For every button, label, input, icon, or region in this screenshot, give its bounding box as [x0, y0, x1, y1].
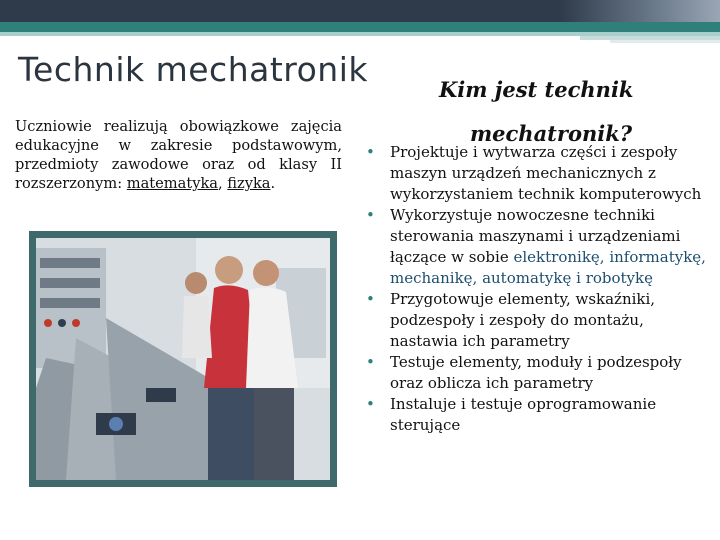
subtitle-line-2: mechatronik?	[469, 121, 633, 146]
header-band-teal	[0, 22, 720, 32]
subject-physics: fizyka	[227, 175, 271, 192]
list-item-highlight: elektronikę, informatykę, mechanikę, automatykę i robotykę	[390, 248, 706, 287]
slide-title: Technik mechatronik	[18, 50, 368, 89]
intro-end: .	[270, 175, 276, 192]
subtitle-line-1: Kim jest technik	[439, 77, 634, 102]
list-item-text: Testuje elementy, moduły i podzespoły oraz oblicza ich parametry	[390, 353, 682, 392]
list-item	[366, 394, 716, 436]
list-item-text: Wykorzystuje nowoczesne techniki sterowania maszynami i urządzeniami łączące w sobie	[390, 206, 681, 266]
list-item	[366, 289, 716, 352]
intro-text: Uczniowie realizują obowiązkowe zajęcia edukacyjne w zakresie podstawowym, przedmioty zawodowe oraz od klasy II rozszerzonym:	[15, 118, 342, 192]
duties-list	[366, 142, 716, 436]
list-item-text: Projektuje i wytwarza części i zespoły maszyn urządzeń mechanicznych z wykorzystaniem technik komputerowych	[390, 143, 702, 203]
intro-paragraph	[15, 117, 342, 193]
subject-separator: ,	[218, 175, 228, 192]
list-item	[366, 142, 716, 205]
list-item	[366, 205, 716, 289]
lab-photo-illustration	[36, 238, 330, 480]
list-item-text: Instaluje i testuje oprogramowanie sterujące	[390, 395, 657, 434]
header-band-tail-light	[610, 40, 720, 43]
subject-mathematics: matematyka	[126, 175, 218, 192]
header-band-gradient	[560, 0, 720, 22]
photo-frame	[29, 231, 337, 487]
students-lab-photo	[36, 238, 330, 480]
list-item-text: Przygotowuje elementy, wskaźniki, podzespoły i zespoły do montażu, nastawia ich parametry	[390, 290, 656, 350]
list-item	[366, 352, 716, 394]
